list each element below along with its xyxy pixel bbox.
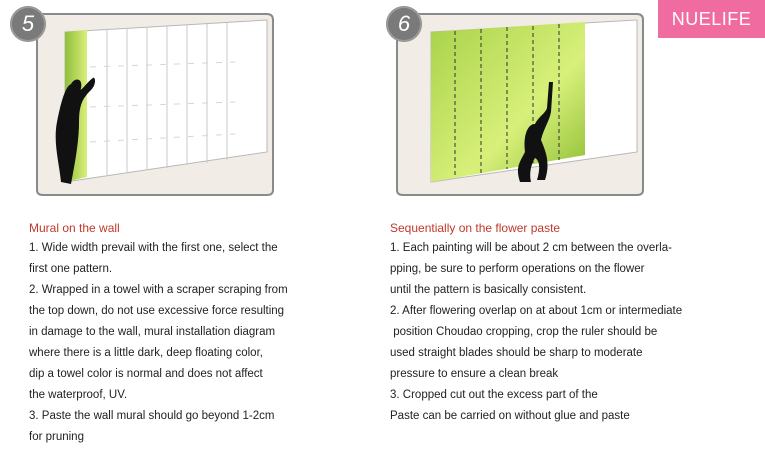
instruction-line: 1. Each painting will be about 2 cm between the overla- [390, 242, 672, 254]
step-5-title: Mural on the wall [29, 221, 120, 235]
instruction-line: used straight blades should be sharp to moderate [390, 347, 643, 359]
step-6-illustration [395, 12, 645, 202]
step-5-instructions [29, 238, 288, 448]
instruction-line: 3. Cropped cut out the excess part of the [390, 389, 598, 401]
instruction-line: Paste can be carried on without glue and paste [390, 410, 630, 422]
instruction-line: the waterproof, UV. [29, 389, 128, 401]
instruction-line: for pruning [29, 431, 84, 443]
step-6-title: Sequentially on the flower paste [390, 221, 561, 235]
instruction-line: where there is a little dark, deep floating color, [29, 347, 263, 359]
instruction-line: 2. Wrapped in a towel with a scraper scraping from [29, 284, 288, 296]
instruction-line: pressure to ensure a clean break [390, 368, 559, 380]
instruction-line: 2. After flowering overlap on at about 1cm or intermediate [390, 305, 683, 317]
step-6-badge: 6 [386, 6, 422, 42]
step-5-badge: 5 [10, 6, 46, 42]
instruction-line: the top down, do not use excessive force resulting [29, 305, 285, 317]
instruction-line: in damage to the wall, mural installation diagram [29, 326, 276, 338]
room-illustration [395, 12, 645, 197]
instruction-line: until the pattern is basically consistent. [390, 284, 587, 296]
instruction-line: dip a towel color is normal and does not affect [29, 368, 263, 380]
step-5-illustration [35, 12, 275, 202]
brand-label: NUELIFE [671, 8, 752, 29]
step-6-instructions [390, 238, 682, 427]
room-illustration [35, 12, 275, 197]
instruction-line: first one pattern. [29, 263, 113, 275]
instruction-line: pping, be sure to perform operations on the flower [390, 263, 645, 275]
instruction-line: position Choudao cropping, crop the ruler should be [390, 326, 658, 338]
brand-logo [658, 0, 765, 38]
instruction-line: 1. Wide width prevail with the first one, select the [29, 242, 278, 254]
instruction-line: 3. Paste the wall mural should go beyond 1-2cm [29, 410, 275, 422]
